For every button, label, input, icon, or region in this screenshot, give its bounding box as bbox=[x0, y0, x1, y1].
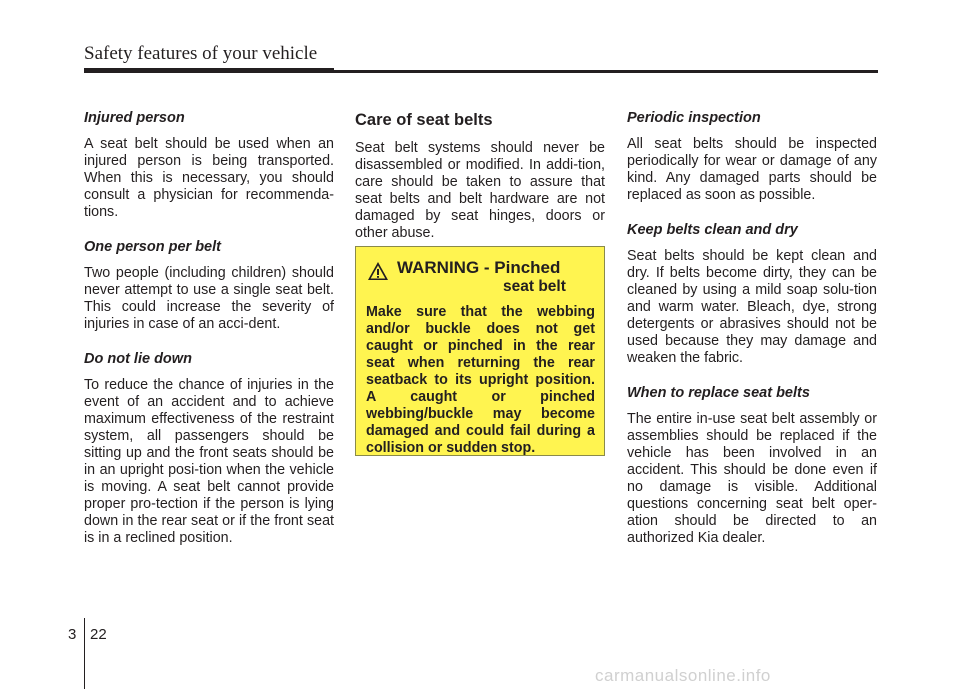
page-number: 22 bbox=[90, 626, 107, 643]
care-text: Seat belt systems should never be disassembled or modified. In addi-tion, care should be taken to assure that seat belts and belt hardware are not damaged by seat hinges, doors or other abuse. bbox=[355, 140, 605, 241]
warning-label: WARNING - Pinched bbox=[397, 258, 561, 277]
page-header-title: Safety features of your vehicle bbox=[84, 43, 318, 64]
left-column bbox=[84, 110, 334, 565]
one-person-heading: One person per belt bbox=[84, 239, 221, 255]
warning-triangle-icon bbox=[367, 261, 389, 281]
periodic-inspection-heading: Periodic inspection bbox=[627, 110, 761, 126]
footer-divider bbox=[84, 618, 85, 689]
injured-person-heading: Injured person bbox=[84, 110, 185, 126]
one-person-text: Two people (including children) should never attempt to use a single seat belt. This could increase the severity of injuries in case of an acci-dent. bbox=[84, 265, 334, 332]
when-to-replace-text: The entire in-use seat belt assembly or assemblies should be replaced if the vehicle has been involved in an accident. This should be done even if no damage is visible. Additional questions concerning seat belt oper-ation should be directed to an authorized Kia dealer. bbox=[627, 411, 877, 546]
warning-box bbox=[355, 246, 605, 456]
injured-person-text: A seat belt should be used when an injured person is being transported. When this is necessary, you should consult a physician for recommenda-tions. bbox=[84, 136, 334, 220]
page-section-number: 3 bbox=[68, 626, 77, 643]
header-rule bbox=[84, 70, 878, 73]
warning-text: Make sure that the webbing and/or buckle does not get caught or pinched in the rear seat when returning the rear seatback to its upright position. A caught or pinched webbing/buckle may become damaged and could fail during a collision or sudden stop. bbox=[366, 304, 595, 456]
warning-label-sub: seat belt bbox=[503, 278, 566, 295]
warning-header bbox=[366, 259, 595, 296]
right-column bbox=[627, 110, 877, 565]
periodic-inspection-text: All seat belts should be inspected periodically for wear or damage of any kind. Any damaged parts should be replaced as soon as possible. bbox=[627, 136, 877, 203]
care-of-seat-belts-title: Care of seat belts bbox=[355, 111, 493, 129]
keep-clean-text: Seat belts should be kept clean and dry. If belts become dirty, they can be cleaned by using a mild soap solu-tion and warm water. Bleach, dye, strong detergents or abrasives should not be used because they may damage and weaken the fabric. bbox=[627, 248, 877, 366]
middle-column bbox=[355, 110, 605, 260]
lie-down-heading: Do not lie down bbox=[84, 351, 192, 367]
keep-clean-heading: Keep belts clean and dry bbox=[627, 222, 798, 238]
warning-title bbox=[397, 259, 566, 296]
when-to-replace-heading: When to replace seat belts bbox=[627, 385, 810, 401]
watermark: carmanualsonline.info bbox=[595, 666, 771, 685]
lie-down-text: To reduce the chance of injuries in the event of an accident and to achieve maximum effectiveness of the restraint system, all passengers should be sitting up and the front seats should be in an upright posi-tion when the vehicle is moving. A seat belt cannot provide proper pro-tection if the person is lying down in the rear seat or if the front seat is in a reclined position. bbox=[84, 377, 334, 546]
